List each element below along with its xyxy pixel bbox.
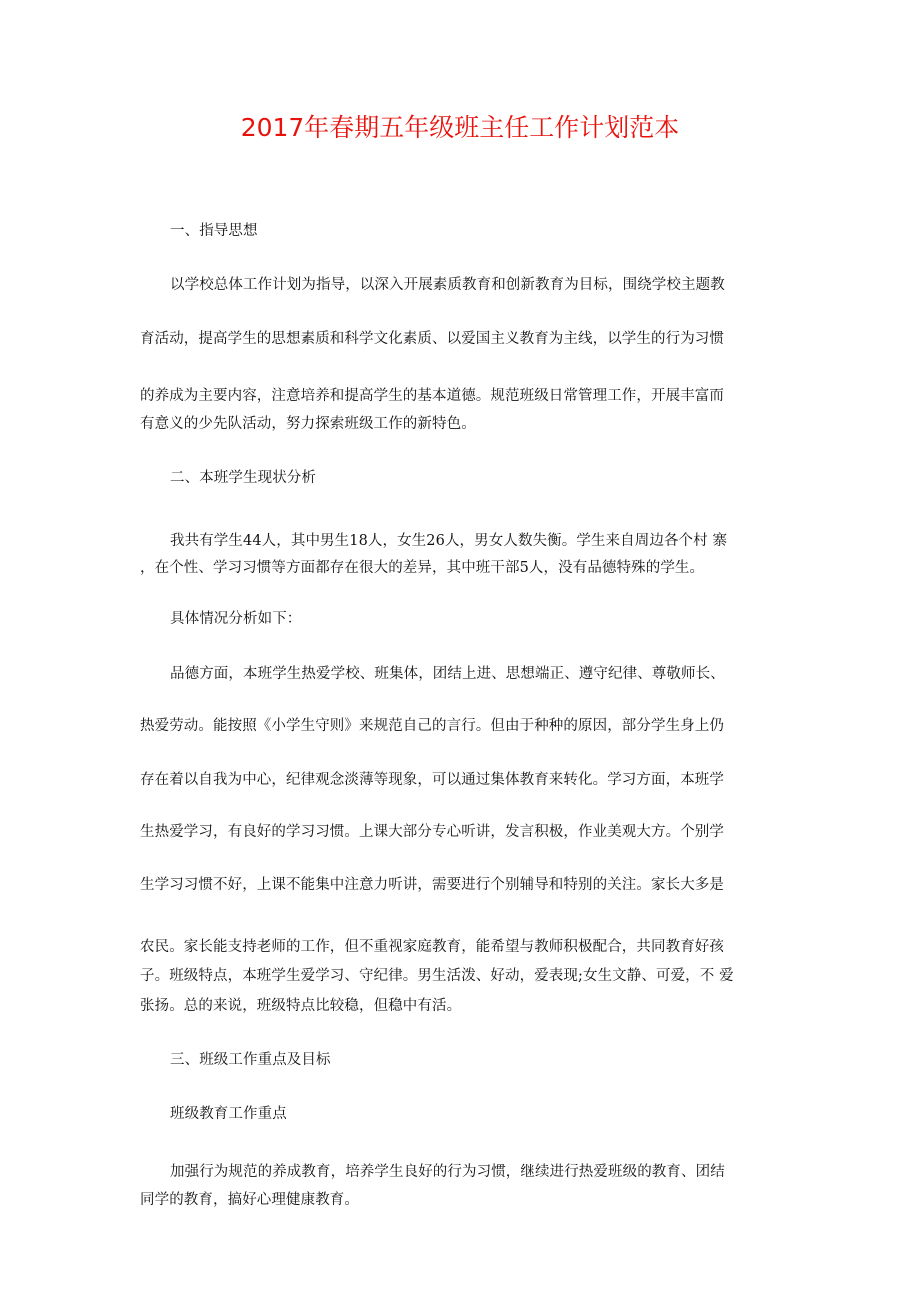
- paragraph-line: 热爱劳动。能按照《小学生守则》来规范自己的言行。但由于种种的原因，部分学生身上仍: [140, 718, 724, 734]
- paragraph-line: 同学的教育，搞好心理健康教育。: [140, 1192, 359, 1208]
- paragraph-line: 的养成为主要内容，注意培养和提高学生的基本道德。规范班级日常管理工作，开展丰富而: [140, 388, 724, 404]
- section-heading-guiding-ideology: 一、指导思想: [170, 223, 258, 239]
- section-heading-student-analysis: 二、本班学生现状分析: [170, 470, 316, 486]
- section-heading-work-focus: 三、班级工作重点及目标: [170, 1052, 331, 1068]
- paragraph-line: 张扬。总的来说，班级特点比较稳，但稳中有活。: [140, 998, 462, 1014]
- paragraph-line: 加强行为规范的养成教育，培养学生良好的行为习惯，继续进行热爱班级的教育、团结: [170, 1164, 725, 1180]
- paragraph-line: ，在个性、学习习惯等方面都存在很大的差异，其中班干部5人，没有品德特殊的学生。: [140, 560, 705, 576]
- paragraph-line: 育活动，提高学生的思想素质和科学文化素质、以爱国主义教育为主线，以学生的行为习惯: [140, 331, 724, 347]
- paragraph-line: 以学校总体工作计划为指导，以深入开展素质教育和创新教育为目标，围绕学校主题教: [170, 277, 725, 293]
- paragraph-line: 农民。家长能支持老师的工作，但不重视家庭教育，能希望与教师积极配合，共同教育好孩: [140, 939, 724, 955]
- paragraph-line: 具体情况分析如下：: [170, 611, 302, 627]
- document-title: 2017年春期五年级班主任工作计划范本: [240, 113, 680, 142]
- paragraph-line: 生学习习惯不好，上课不能集中注意力听讲，需要进行个别辅导和特别的关注。家长大多是: [140, 877, 724, 893]
- paragraph-line: 有意义的少先队活动，努力探索班级工作的新特色。: [140, 416, 476, 432]
- paragraph-line: 子。班级特点，本班学生爱学习、守纪律。男生活泼、好动，爱表现;女生文静、可爱，不 爱: [140, 968, 734, 984]
- paragraph-line: 我共有学生44人，其中男生18人，女生26人，男女人数失衡。学生来自周边各个村 寨: [170, 533, 728, 549]
- paragraph-line: 品德方面，本班学生热爱学校、班集体，团结上进、思想端正、遵守纪律、尊敬师长、: [170, 666, 725, 682]
- subheading-class-education-focus: 班级教育工作重点: [170, 1106, 287, 1122]
- paragraph-line: 存在着以自我为中心，纪律观念淡薄等现象，可以通过集体教育来转化。学习方面，本班学: [140, 772, 724, 788]
- paragraph-line: 生热爱学习，有良好的学习习惯。上课大部分专心听讲，发言积极，作业美观大方。个别学: [140, 824, 724, 840]
